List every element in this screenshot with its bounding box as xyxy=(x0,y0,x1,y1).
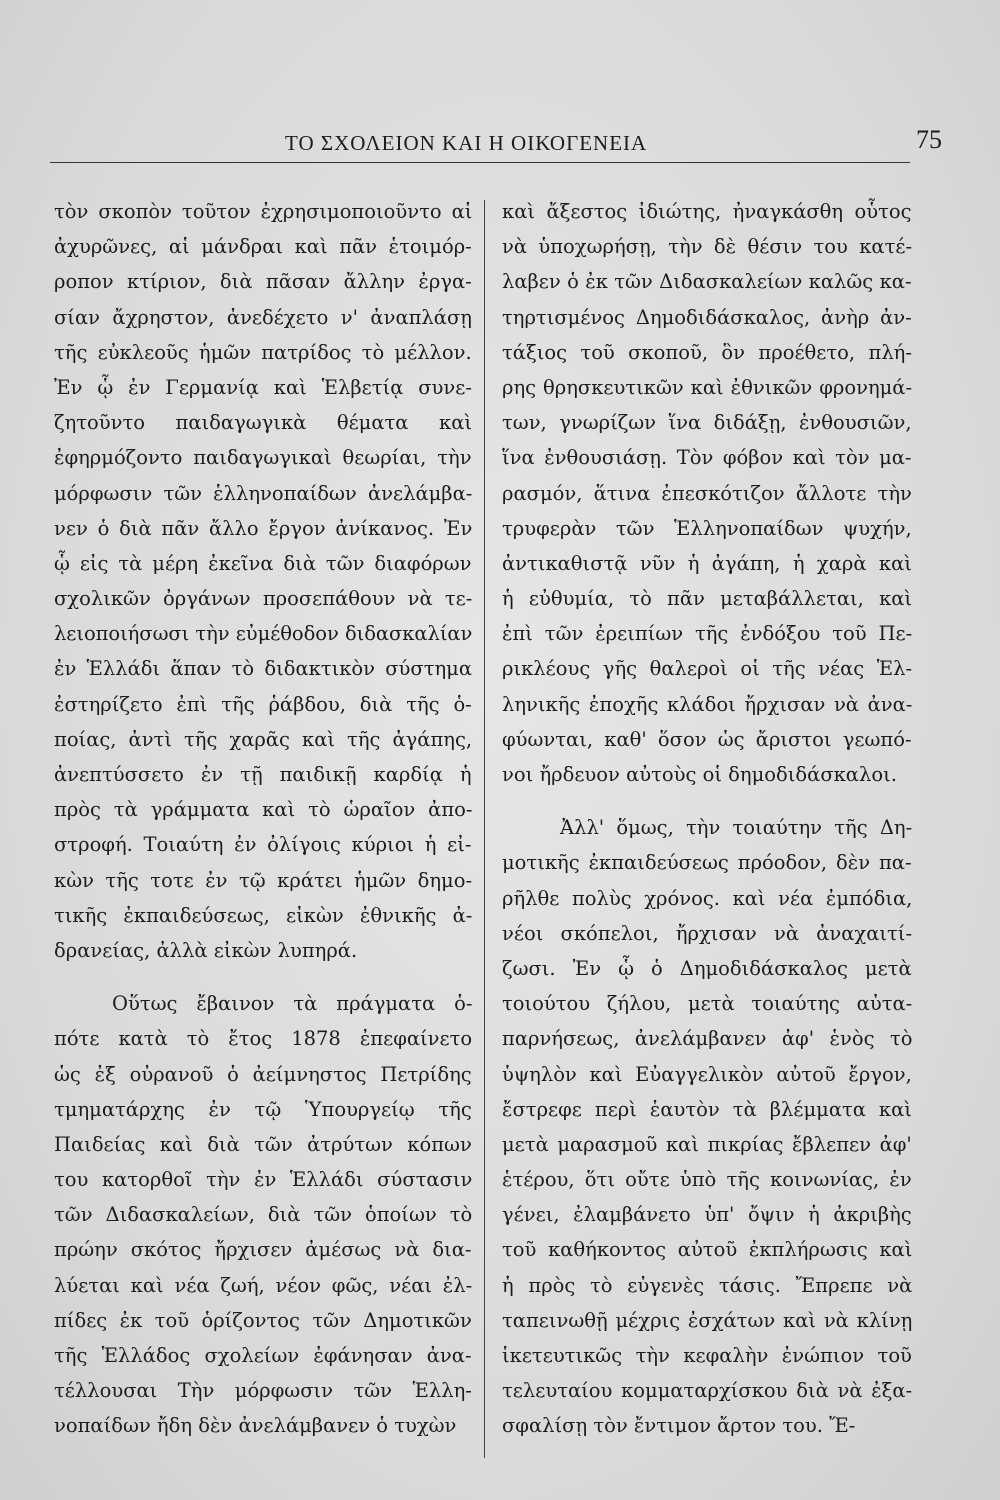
right-paragraph-2 xyxy=(502,810,912,1443)
text-line: νοπαίδων ἤδη δὲν ἀνελάμβανεν ὁ τυχὼν xyxy=(54,1414,457,1438)
text-line: νὰ ὑποχωρήσῃ, τὴν δὲ θέσιν του κατέ- xyxy=(502,235,912,259)
text-line: τῆς εὐκλεοῦς ἡμῶν πατρίδος τὸ μέλλον. xyxy=(54,340,472,364)
text-line: λαβεν ὁ ἐκ τῶν Διδασκαλείων καλῶς κα- xyxy=(502,270,912,294)
text-line: ζητοῦντο παιδαγωγικὰ θέματα καὶ xyxy=(54,411,472,435)
text-line: παρνήσεως, ἀνελάμβανεν ἀφ' ἑνὸς τὸ xyxy=(502,1027,912,1051)
right-column xyxy=(502,194,912,1444)
text-line: τῶν Διδασκαλείων, διὰ τῶν ὁποίων τὸ xyxy=(54,1203,472,1227)
text-line: ρικλέους γῆς θαλεροὶ οἱ τῆς νέας Ἑλ- xyxy=(502,657,912,681)
text-line: ρης θρησκευτικῶν καὶ ἐθνικῶν φρονημά- xyxy=(502,375,912,399)
text-line: λύεται καὶ νέα ζωή, νέον φῶς, νέαι ἐλ- xyxy=(54,1273,472,1297)
text-line: πρώην σκότος ἤρχισεν ἀμέσως νὰ δια- xyxy=(54,1238,472,1262)
text-line: μόρφωσιν τῶν ἑλληνοπαίδων ἀνελάμβα- xyxy=(54,481,472,505)
text-line: τάξιος τοῦ σκοποῦ, ὃν προέθετο, πλή- xyxy=(502,340,912,364)
text-line: μετὰ μαρασμοῦ καὶ πικρίας ἔβλεπεν ἀφ' xyxy=(502,1132,912,1156)
text-line: νεν ὁ διὰ πᾶν ἄλλο ἔργον ἀνίκανος. Ἐν xyxy=(54,516,472,540)
text-line: ἔστρεφε περὶ ἑαυτὸν τὰ βλέμματα καὶ xyxy=(502,1097,912,1121)
text-line: ἐπὶ τῶν ἐρειπίων τῆς ἐνδόξου τοῦ Πε- xyxy=(502,622,912,646)
text-line: πρὸς τὰ γράμματα καὶ τὸ ὡραῖον ἀπο- xyxy=(54,798,472,822)
text-line: πίδες ἐκ τοῦ ὁρίζοντος τῶν Δημοτικῶν xyxy=(54,1308,472,1332)
text-line: δρανείας, ἀλλὰ εἰκὼν λυπηρά. xyxy=(54,938,358,962)
left-paragraph-1 xyxy=(54,194,472,968)
running-title: ΤΟ ΣΧΟΛΕΙΟΝ ΚΑΙ Η ΟΙΚΟΓΕΝΕΙΑ xyxy=(285,131,648,155)
text-line: λειοποιήσωσι τὴν εὐμέθοδον διδασκαλίαν xyxy=(54,622,472,646)
text-line: τικῆς ἐκπαιδεύσεως, εἰκὼν ἐθνικῆς ἀ- xyxy=(54,903,472,927)
text-line: τηρτισμένος Δημοδιδάσκαλος, ἀνὴρ ἀν- xyxy=(502,305,912,329)
text-line: ἵνα ἐνθουσιάσῃ. Τὸν φόβον καὶ τὸν μα- xyxy=(502,446,912,470)
text-line: τοῦ καθήκοντος αὐτοῦ ἐκπλήρωσις καὶ xyxy=(502,1238,912,1262)
text-line: ἐφηρμόζοντο παιδαγωγικαὶ θεωρίαι, τὴν xyxy=(54,446,472,470)
text-line: ᾧ εἰς τὰ μέρη ἐκεῖνα διὰ τῶν διαφόρων xyxy=(54,551,472,575)
text-line: μοτικῆς ἐκπαιδεύσεως πρόοδον, δὲν πα- xyxy=(502,851,912,875)
text-line: ἡ εὐθυμία, τὸ πᾶν μεταβάλλεται, καὶ xyxy=(502,587,912,611)
paragraph-gap xyxy=(54,968,472,986)
right-paragraph-1 xyxy=(502,194,912,792)
text-line: τῆς Ἑλλάδος σχολείων ἐφάνησαν ἀνα- xyxy=(54,1344,472,1367)
text-line: νοι ἤρδευον αὐτοὺς οἱ δημοδιδάσκαλοι. xyxy=(502,763,897,786)
text-line: ἑτέρου, ὅτι οὔτε ὑπὸ τῆς κοινωνίας, ἐν xyxy=(502,1168,912,1192)
text-line: Ἐν ᾧ ἐν Γερμανίᾳ καὶ Ἑλβετίᾳ συνε- xyxy=(54,375,472,399)
text-line: σίαν ἄχρηστον, ἀνεδέχετο ν' ἀναπλάσῃ xyxy=(54,305,472,329)
text-line: ἀνεπτύσσετο ἐν τῇ παιδικῇ καρδίᾳ ἡ xyxy=(54,763,472,786)
text-line: τρυφερὰν τῶν Ἑλληνοπαίδων ψυχήν, xyxy=(502,516,912,540)
page-number: 75 xyxy=(916,125,942,154)
text-line: καὶ ἄξεστος ἰδιώτης, ἠναγκάσθη οὗτος xyxy=(502,200,912,223)
text-line: σφαλίσῃ τὸν ἔντιμον ἄρτον του. Ἔ- xyxy=(502,1414,856,1438)
left-column xyxy=(54,194,472,1444)
text-line: ρῆλθε πολὺς χρόνος. καὶ νέα ἐμπόδια, xyxy=(502,886,912,910)
header-rule xyxy=(50,162,910,163)
text-line: Παιδείας καὶ διὰ τῶν ἀτρύτων κόπων xyxy=(54,1132,472,1156)
text-line: πότε κατὰ τὸ ἔτος 1878 ἐπεφαίνετο xyxy=(54,1027,472,1051)
text-line: ἀντικαθιστᾷ νῦν ἡ ἀγάπη, ἡ χαρὰ καὶ xyxy=(502,551,912,575)
text-line: ποίας, ἀντὶ τῆς χαρᾶς καὶ τῆς ἀγάπης, xyxy=(54,727,472,751)
text-line: Ἀλλ' ὅμως, τὴν τοιαύτην τῆς Δη- xyxy=(560,816,912,840)
text-line: ἱκετευτικῶς τὴν κεφαλὴν ἐνώπιον τοῦ xyxy=(502,1344,912,1367)
text-line: ὡς ἐξ οὐρανοῦ ὁ ἀείμνηστος Πετρίδης xyxy=(54,1062,472,1086)
text-line: ροπον κτίριον, διὰ πᾶσαν ἄλλην ἐργα- xyxy=(54,270,472,294)
text-line: κὼν τῆς τοτε ἐν τῷ κράτει ἡμῶν δημο- xyxy=(54,868,472,892)
text-line: φύωνται, καθ' ὅσον ὡς ἄριστοι γεωπό- xyxy=(502,727,912,751)
text-line: τελευταίου κομματαρχίσκου διὰ νὰ ἐξα- xyxy=(502,1379,912,1403)
text-line: νέοι σκόπελοι, ἤρχισαν νὰ ἀναχαιτί- xyxy=(502,921,912,945)
text-line: τὸν σκοπὸν τοῦτον ἐχρησιμοποιοῦντο αἱ xyxy=(54,200,472,223)
text-line: ταπεινωθῇ μέχρις ἐσχάτων καὶ νὰ κλίνῃ xyxy=(502,1308,912,1332)
text-line: σχολικῶν ὀργάνων προσεπάθουν νὰ τε- xyxy=(54,587,472,611)
text-line: τέλλουσαι Τὴν μόρφωσιν τῶν Ἑλλη- xyxy=(54,1379,472,1403)
text-line: του κατορθοῖ τὴν ἐν Ἑλλάδι σύστασιν xyxy=(54,1168,472,1192)
text-line: ἡ πρὸς τὸ εὐγενὲς τάσις. Ἔπρεπε νὰ xyxy=(502,1273,912,1297)
column-divider xyxy=(484,200,485,1458)
text-line: ρασμόν, ἅτινα ἐπεσκότιζον ἄλλοτε τὴν xyxy=(502,481,912,505)
text-line: των, γνωρίζων ἵνα διδάξῃ, ἐνθουσιῶν, xyxy=(502,411,912,435)
text-line: ζωσι. Ἐν ᾧ ὁ Δημοδιδάσκαλος μετὰ xyxy=(502,956,912,980)
left-paragraph-2 xyxy=(54,986,472,1443)
text-line: ἐν Ἑλλάδι ἅπαν τὸ διδακτικὸν σύστημα xyxy=(54,657,472,681)
text-line: τμηματάρχης ἐν τῷ Ὑπουργείῳ τῆς xyxy=(54,1097,472,1121)
page-header xyxy=(40,125,970,165)
text-line: ληνικῆς ἐποχῆς κλάδοι ἤρχισαν νὰ ἀνα- xyxy=(502,692,912,716)
text-line: στροφή. Τοιαύτη ἐν ὀλίγοις κύριοι ἡ εἰ- xyxy=(54,833,472,857)
text-line: τοιούτου ζήλου, μετὰ τοιαύτης αὐτα- xyxy=(502,992,912,1016)
paragraph-gap xyxy=(502,792,912,810)
text-line: ἀχυρῶνες, αἱ μάνδραι καὶ πᾶν ἑτοιμόρ- xyxy=(54,235,472,259)
text-line: ὑψηλὸν καὶ Εὐαγγελικὸν αὐτοῦ ἔργον, xyxy=(502,1062,912,1086)
text-line: ἐστηρίζετο ἐπὶ τῆς ῥάβδου, διὰ τῆς ὁ- xyxy=(54,692,472,716)
text-line: Οὕτως ἔβαινον τὰ πράγματα ὁ- xyxy=(112,992,472,1016)
text-line: γένει, ἐλαμβάνετο ὑπ' ὄψιν ἡ ἀκριβὴς xyxy=(502,1203,912,1227)
